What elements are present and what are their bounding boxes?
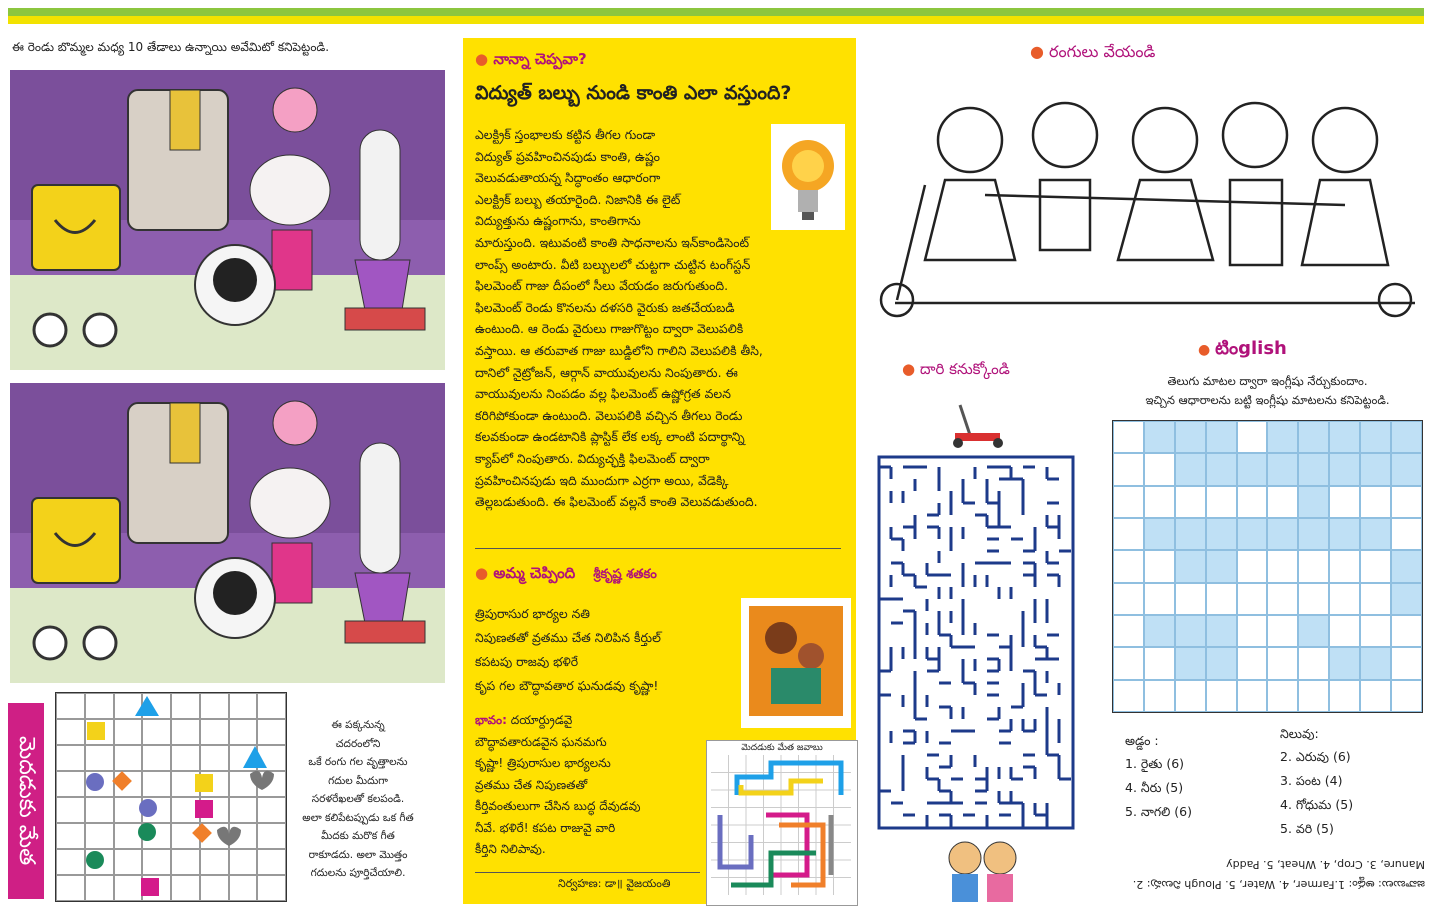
crossword-cell[interactable]	[1175, 421, 1206, 453]
down-clues: నిలువు: 2. ఎరువు (6) 3. పంట (4) 4. గోధుమ (5) 5. వరి (5)	[1280, 726, 1354, 836]
crossword-cell[interactable]	[1391, 486, 1422, 518]
crossword-cell[interactable]	[1144, 518, 1175, 550]
crossword-cell[interactable]	[1329, 518, 1360, 550]
crossword-cell[interactable]	[1329, 550, 1360, 582]
crossword-cell[interactable]	[1237, 615, 1268, 647]
tenglish-title: ● టింglish	[1198, 338, 1287, 359]
crossword-cell[interactable]	[1175, 583, 1206, 615]
poem-section-title: ● అమ్మ చెప్పింది శ్రీకృష్ణ శతకం	[475, 564, 657, 582]
crossword-cell[interactable]	[1175, 647, 1206, 679]
crossword-cell[interactable]	[1298, 486, 1329, 518]
poem-verse: త్రిపురాసుర భార్యల నతి నిపుణతతో వ్రతము చేత నిలిపిన కీర్తుల్ కపటపు రాజవు భళిరే కృప గల బౌద్ధావతార ఘనుడవు కృష్ణా!	[475, 606, 661, 693]
crossword-cell[interactable]	[1267, 615, 1298, 647]
crossword-cell[interactable]	[1144, 615, 1175, 647]
divider	[475, 548, 841, 549]
crossword-cell[interactable]	[1360, 421, 1391, 453]
crossword-cell[interactable]	[1329, 421, 1360, 453]
crossword-cell[interactable]	[1298, 583, 1329, 615]
crossword-cell[interactable]	[1206, 680, 1237, 712]
mother-child-reading-illustration	[741, 598, 851, 728]
brain-teaser-shapes	[55, 692, 287, 902]
tenglish-description: తెలుగు మాటల ద్వారా ఇంగ్లీషు నేర్చుకుందాం. ఇచ్చిన ఆధారాలను బట్టి ఇంగ్లీషు మాటలను కనిపెట్టండి.	[1145, 374, 1390, 407]
crossword-cell[interactable]	[1329, 486, 1360, 518]
crossword-cell[interactable]	[1206, 453, 1237, 485]
coloring-title: ● రంగులు వేయండి	[1030, 42, 1156, 61]
crossword-cell[interactable]	[1267, 550, 1298, 582]
crossword-cell[interactable]	[1144, 453, 1175, 485]
crossword-cell[interactable]	[1298, 453, 1329, 485]
top-yellow-stripe	[8, 16, 1424, 24]
crossword-cell[interactable]	[1329, 583, 1360, 615]
robot-picture-bottom	[10, 383, 445, 683]
crossword-cell[interactable]	[1237, 453, 1268, 485]
crossword-cell[interactable]	[1391, 421, 1422, 453]
crossword-cell[interactable]	[1144, 486, 1175, 518]
crossword-cell[interactable]	[1391, 453, 1422, 485]
crossword-cell[interactable]	[1113, 518, 1144, 550]
crossword-cell[interactable]	[1267, 647, 1298, 679]
top-green-stripe	[8, 8, 1424, 16]
brain-teaser-side-title: మెదడుకు మేత	[8, 703, 44, 899]
crossword-cell[interactable]	[1391, 518, 1422, 550]
crossword-cell[interactable]	[1298, 615, 1329, 647]
crossword-cell[interactable]	[1298, 647, 1329, 679]
divider	[475, 872, 700, 873]
crossword-cell[interactable]	[1360, 486, 1391, 518]
robot-picture-top	[10, 70, 445, 370]
crossword-cell[interactable]	[1237, 647, 1268, 679]
crossword-cell[interactable]	[1144, 647, 1175, 679]
crossword-cell[interactable]	[1175, 615, 1206, 647]
crossword-cell[interactable]	[1360, 550, 1391, 582]
crossword-cell[interactable]	[1267, 583, 1298, 615]
crossword-cell[interactable]	[1237, 518, 1268, 550]
crossword-cell[interactable]	[1144, 550, 1175, 582]
brain-teaser-answer-paths	[711, 755, 851, 895]
crossword-cell[interactable]	[1113, 453, 1144, 485]
science-question: విద్యుత్ బల్బు నుండి కాంతి ఎలా వస్తుంది?	[475, 82, 792, 104]
crossword-cell[interactable]	[1298, 680, 1329, 712]
poem-meaning: భావం: దయార్ద్రుడవై బౌద్ధావతారుడవైన ఘనమగు కృష్ణా! త్రిపురాసుల భార్యలను వ్రతము చేత నిపుణతతో కీర్తివంతులుగా చేసిన బుద్ధ దేవుడవు నీవే. భళిరే! కపట రాజువై వారి కీర్తిని నిలిపావు.	[475, 713, 641, 856]
crossword-cell[interactable]	[1206, 486, 1237, 518]
crossword-cell[interactable]	[1391, 583, 1422, 615]
crossword-cell[interactable]	[1175, 486, 1206, 518]
crossword-cell[interactable]	[1113, 583, 1144, 615]
crossword-cell[interactable]	[1113, 647, 1144, 679]
crossword-grid[interactable]	[1112, 420, 1423, 713]
scooter-goal-icon	[940, 395, 1010, 455]
crossword-cell[interactable]	[1206, 615, 1237, 647]
crossword-cell[interactable]	[1237, 486, 1268, 518]
crossword-cell[interactable]	[1206, 421, 1237, 453]
crossword-cell[interactable]	[1206, 518, 1237, 550]
crossword-cell[interactable]	[1298, 550, 1329, 582]
crossword-cell[interactable]	[1329, 453, 1360, 485]
brain-teaser-instructions: ఈ పక్కనున్న చదరంలోని ఒకే రంగు గల వృత్తాలను గదుల మీదుగా సరళరేఖలతో కలపండి. అలా కలిపేటప్పుడు ఒక గీత మీదకు మరొక గీత రాకూడదు. అలా మొత్తం గదులను పూర్తిచేయాలి.	[302, 719, 414, 879]
crossword-cell[interactable]	[1113, 550, 1144, 582]
crossword-cell[interactable]	[1206, 647, 1237, 679]
crossword-cell[interactable]	[1360, 518, 1391, 550]
crossword-cell[interactable]	[1175, 453, 1206, 485]
coloring-kids-scooter-drawing	[875, 85, 1420, 325]
science-section-title: ● నాన్నా చెప్పవా?	[475, 50, 587, 68]
science-answer: ఎలక్ట్రిక్ స్తంభాలకు కట్టిన తీగల గుండా విద్యుత్ ప్రవహించినపుడు కాంతి, ఉష్ణం వెలువడుతాయన్న సిద్ధాంతం ఆధారంగా ఎలక్ట్రిక్ బల్బు తయారైంది. నిజానికి ఈ లైట్ విద్యుత్తును ఉష్ణంగాను, కాంతిగాను మారుస్తుంది. ఇటువంటి కాంతి సాధనాలను ఇన్‌కాండిసెంట్ లాంప్స్ అంటారు. వీటి బల్బులలో చుట్టగా చుట్టిన టంగ్‌స్టన్ ఫిలమెంట్ గాజు దీపంలో సీలు వేయడం జరుగుతుంది. ఫిలమెంట్ రెండు కొనలను దళసరి వైరుకు జతచేయబడి ఉంటుంది. ఆ రెండు వైరులు గాజుగొట్టం ద్వారా వెలుపలికి వస్తాయి. ఆ తరువాత గాజు బుడ్డిలోని గాలిని వెలుపలికి తీసి, దానిలో నైట్రోజన్, ఆర్గాన్ వాయువులను నింపుతారు. ఈ వాయువులను నింపడం వల్ల ఫిలమెంట్ ఉష్ణోగ్రత వలన కరిగిపోకుండా ఉంటుంది. వెలుపలికి వచ్చిన తీగలు రెండు కలవకుండా ఉండటానికి ప్లాస్టిక్ లేక లక్క లాంటి పదార్థాన్ని క్యాప్‌లో నింపుతారు. విద్యుచ్ఛక్తి ఫిలమెంట్ ద్వారా ప్రవహించినపుడు ఇది ముందుగా ఎర్రగా అయి, వేడెక్కి తెల్లబడుతుంది. ఈ ఫిలమెంట్ వల్లనే కాంతి వెలువడుతుంది.	[475, 127, 763, 510]
crossword-cell[interactable]	[1113, 486, 1144, 518]
crossword-cell[interactable]	[1329, 680, 1360, 712]
crossword-cell[interactable]	[1113, 680, 1144, 712]
credit: నిర్వహణ: డా॥ వైజయంతి	[558, 877, 671, 890]
crossword-cell[interactable]	[1237, 680, 1268, 712]
crossword-cell[interactable]	[1391, 647, 1422, 679]
crossword-answers-upside-down: జవాబులు: అడ్డం: 1.Farmer, 4. Water, 5. Plough నిలువు: 2. Manure, 3. Crop, 4. Wheat, 5. Paddy	[1132, 858, 1425, 891]
crossword-cell[interactable]	[1391, 615, 1422, 647]
crossword-cell[interactable]	[1360, 583, 1391, 615]
crossword-cell[interactable]	[1113, 615, 1144, 647]
crossword-cell[interactable]	[1237, 421, 1268, 453]
crossword-cell[interactable]	[1360, 453, 1391, 485]
crossword-cell[interactable]	[1329, 615, 1360, 647]
crossword-cell[interactable]	[1175, 518, 1206, 550]
crossword-cell[interactable]	[1267, 453, 1298, 485]
crossword-cell[interactable]	[1144, 680, 1175, 712]
maze-grid[interactable]	[877, 455, 1075, 830]
kids-start-icon	[940, 828, 1025, 906]
crossword-cell[interactable]	[1391, 680, 1422, 712]
brain-teaser-answer-title: మెదడుకు మేత జవాబు	[741, 743, 823, 753]
crossword-cell[interactable]	[1237, 550, 1268, 582]
brain-teaser-answer-box	[706, 740, 858, 906]
crossword-cell[interactable]	[1113, 421, 1144, 453]
crossword-cell[interactable]	[1267, 421, 1298, 453]
crossword-cell[interactable]	[1267, 486, 1298, 518]
crossword-cell[interactable]	[1144, 583, 1175, 615]
crossword-cell[interactable]	[1237, 583, 1268, 615]
spot-difference-caption: ఈ రెండు బొమ్మల మధ్య 10 తేడాలు ఉన్నాయి అవేమిటో కనిపెట్టండి.	[12, 40, 330, 54]
maze-title: ● దారి కనుక్కోండి	[902, 360, 1010, 378]
crossword-cell[interactable]	[1175, 680, 1206, 712]
crossword-cell[interactable]	[1267, 680, 1298, 712]
crossword-cell[interactable]	[1360, 615, 1391, 647]
crossword-cell[interactable]	[1360, 680, 1391, 712]
crossword-cell[interactable]	[1360, 647, 1391, 679]
crossword-cell[interactable]	[1144, 421, 1175, 453]
crossword-cell[interactable]	[1391, 550, 1422, 582]
crossword-cell[interactable]	[1298, 421, 1329, 453]
crossword-cell[interactable]	[1206, 550, 1237, 582]
crossword-cell[interactable]	[1206, 583, 1237, 615]
crossword-cell[interactable]	[1329, 647, 1360, 679]
crossword-cell[interactable]	[1298, 518, 1329, 550]
crossword-cell[interactable]	[1267, 518, 1298, 550]
crossword-cell[interactable]	[1175, 550, 1206, 582]
across-clues: అడ్డం : 1. రైతు (6) 4. నీరు (5) 5. నాగలి (6)	[1125, 733, 1193, 819]
